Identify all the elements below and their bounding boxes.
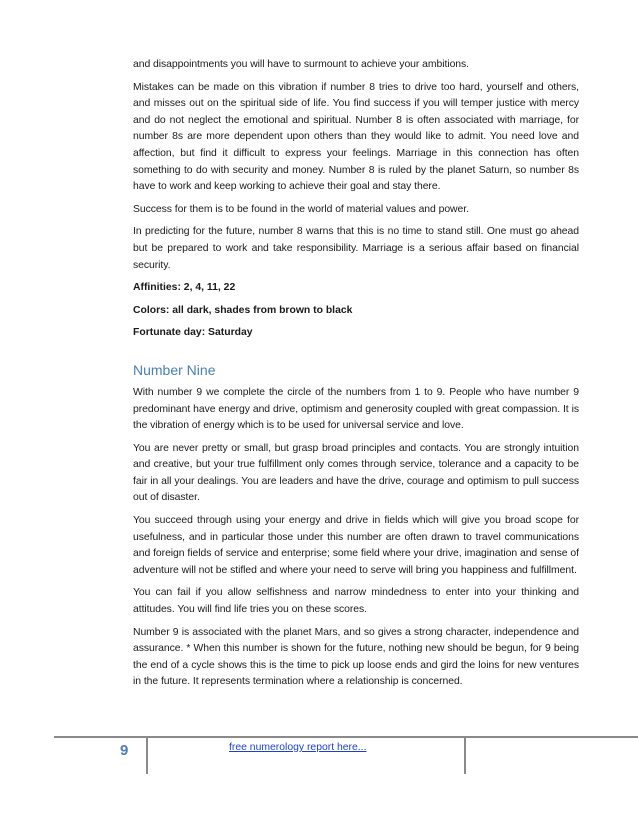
paragraph-nine-intro: With number 9 we complete the circle of the numbers from 1 to 9. People who have number 9 predominant have energy and drive, optimism and generosity coupled with great compassion. It is the vibration of energy which is to be used for universal service and love. — [133, 386, 579, 432]
fortunate-day-line: Fortunate day: Saturday — [133, 327, 253, 339]
footer-divider-right — [464, 738, 466, 774]
paragraph-predicting: In predicting for the future, number 8 warns that this is no time to stand still. One must go ahead but be prepared to work and take responsibility. Marriage is a serious affair based on financial security. — [133, 226, 579, 271]
colors-line: Colors: all dark, shades from brown to black — [133, 304, 353, 316]
paragraph-continuation: and disappointments you will have to surmount to achieve your ambitions. — [133, 59, 470, 70]
footer-divider-left — [146, 738, 148, 774]
page-number: 9 — [120, 742, 129, 759]
paragraph-nine-fail: You can fail if you allow selfishness and narrow mindedness to enter into your thinking and attitudes. You will find life tries you on these scores. — [133, 587, 579, 616]
paragraph-mistakes: Mistakes can be made on this vibration if number 8 tries to drive too hard, yourself and others, and misses out on the spiritual side of life. You find success if you will temper justice with mercy and do not neglect the emotional and spiritual. Number 8 is often associated with marriage, for number 8s are more dependent upon others than they would like to admit. You need love and affection, but find it difficult to express your feelings. Marriage in this connection has often something to do with security and money. Number 8 is ruled by the planet Saturn, so number 8s have to work and keep working to achieve their goal and stay there. — [133, 81, 579, 193]
footer-rule — [54, 736, 638, 738]
paragraph-success: Success for them is to be found in the world of material values and power. — [133, 203, 469, 215]
page-body — [133, 57, 579, 697]
paragraph-nine-mars: Number 9 is associated with the planet Mars, and so gives a strong character, independence and assurance. * When this number is shown for the future, nothing new should be begun, for 9 being the end of a cycle shows this is the time to pick up loose ends and gird the loins for new ventures in the future. It represents termination where a relationship is concerned. — [133, 626, 579, 688]
paragraph-nine-succeed: You succeed through using your energy and drive in fields which will give you broad scope for usefulness, and in particular those under this number are often drawn to travel communications and foreign fields of service and enterprise; some field where your drive, imagination and sense of adventure will not be stifled and where your need to serve will bring you happiness and fulfillment. — [133, 515, 579, 576]
numerology-report-link[interactable]: free numerology report here... — [229, 742, 367, 753]
affinities-line: Affinities: 2, 4, 11, 22 — [133, 282, 236, 294]
page-footer — [54, 736, 638, 776]
section-heading: Number Nine — [133, 361, 216, 378]
paragraph-nine-traits: You are never pretty or small, but grasp broad principles and contacts. You are strongly intuition and creative, but your true fulfillment only comes through service, tolerance and a capacity to be fair in all your dealings. You are leaders and have the drive, courage and optimism to pull success out of disaster. — [133, 442, 579, 504]
